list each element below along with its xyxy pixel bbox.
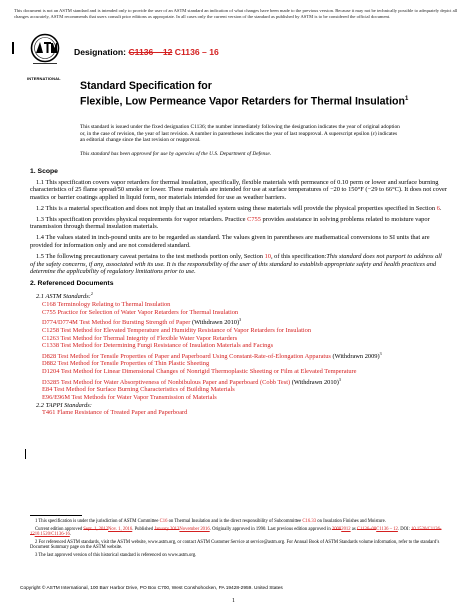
- reference-title[interactable]: Test Method for Thermal Integrity of Flexible Water Vapor Retarders: [59, 334, 238, 342]
- edition-text-e: . DOI:: [397, 526, 412, 532]
- reference-title[interactable]: Test Method for Tensile Properties of Thin Plastic Sheeting: [56, 360, 210, 368]
- reference-withdrawn: (Withdrawn 2010): [190, 319, 240, 327]
- scope-para-5-mid: , of this specification:: [270, 252, 327, 260]
- section-10-link[interactable]: 10: [264, 252, 271, 260]
- scope-para-3: [30, 216, 448, 231]
- doi-old: 10.1520/C1136-12: [30, 526, 442, 538]
- reference-footnote-mark: 3: [379, 350, 382, 356]
- reference-title[interactable]: Test Method for Tensile Properties of Paper and Paperboard Using Constant-Rate-of-Elongation Apparatus: [56, 352, 331, 360]
- reference-item: [30, 301, 448, 309]
- reference-item: [30, 327, 448, 335]
- reference-title[interactable]: Test Method for Bursting Strength of Paper: [77, 319, 191, 327]
- designation: [74, 47, 219, 57]
- reference-item: [30, 335, 448, 343]
- footnote-1-end: on Insulation Finishes and Moisture.: [316, 519, 386, 524]
- scope-para-5: [30, 253, 448, 276]
- reference-title[interactable]: Terminology Relating to Thermal Insulation: [55, 301, 171, 308]
- astm-logo-icon: [30, 33, 60, 75]
- reference-list: [30, 301, 448, 402]
- footnote-edition: [30, 527, 450, 538]
- reference-title[interactable]: Test Method for Surface Burning Characteristics of Building Materials: [52, 386, 235, 394]
- footnote-2: 2 For referenced ASTM standards, visit the ASTM website, www.astm.org, or contact ASTM Customer Service at service@astm.org. For Annual Book of ASTM Standards volume information, refer to the standard’s Document Summary page on the ASTM website.: [30, 539, 440, 551]
- scope-para-3-text: 1.3 This specification provides physical requirements for vapor retarders. Practice: [36, 215, 248, 223]
- reference-code-link[interactable]: E84: [42, 386, 53, 394]
- reference-item: [30, 386, 448, 394]
- footnote-rule: [30, 515, 82, 516]
- designation-new: C1136 – 16: [174, 47, 219, 57]
- prev-designation-new: C1136 – 12: [376, 526, 398, 532]
- reference-footnote-mark: 3: [239, 317, 242, 323]
- footnotes: [30, 519, 450, 561]
- reference-title[interactable]: Test Method for Water Absorptiveness of Nonbibulous Paper and Paperboard (Cobb Test): [59, 378, 291, 386]
- doi-new: 10.1520/C1136-16: [34, 532, 70, 538]
- scope-para-2-end: .: [439, 204, 442, 212]
- scope-para-1: 1.1 This specification covers vapor retarders for thermal insulation, specifically, flexible materials with permeance of 0.10 perm or lower and surface burning characteristics of 25 flame spread/50 smoke or lower. These materials are intended for use at surface temperatures of −20 to 150°F (−29 to 66°C). It does not cover mastics or barrier coatings applied in liquid form, nor materials intended for use as weather barriers.: [30, 178, 447, 201]
- reference-item: [30, 409, 448, 417]
- reference-item: [30, 376, 448, 387]
- reference-code-link[interactable]: D774/D774M: [42, 319, 78, 327]
- reference-code-link[interactable]: D1204: [42, 368, 60, 375]
- tappi-standards-label: 2.2 TAPPI Standards:: [36, 401, 92, 409]
- designation-label: Designation:: [74, 47, 127, 57]
- change-notice: This document is not an ASTM standard and is intended only to provide the user of an ASTM standard an indication of what changes have been made to the previous version. Because it may not be technically possible to adequately depict all changes accurately, ASTM recommends that users consult prior editions as appropriate. In all cases only the current version of the standard as published by ASTM is to be considered the official document.: [14, 8, 458, 19]
- reference-item: [30, 350, 448, 361]
- reference-footnote-mark: 3: [338, 376, 341, 382]
- edition-text-f: .: [69, 532, 71, 538]
- intro-paragraph: This standard is issued under the fixed designation C1136; the number immediately following the designation indicates the year of original adoption or, in the case of revision, the year of last revision. A number in parentheses indicates the year of last reapproval. A superscript epsilon (ε) indicates an editorial change since the last revision or reapproval.: [80, 124, 400, 144]
- reference-title[interactable]: Test Method for Linear Dimensional Changes of Nonrigid Thermoplastic Sheeting or Film at Elevated Temperature: [59, 368, 357, 375]
- footnote-1-text: 1 This specification is under the jurisdiction of ASTM Committee: [35, 519, 160, 524]
- logo-subtitle: INTERNATIONAL: [27, 76, 61, 81]
- reference-code-link[interactable]: D882: [42, 360, 57, 368]
- reference-title[interactable]: Test Method for Elevated Temperature and Humidity Resistance of Vapor Retarders for Insulation: [59, 326, 312, 334]
- published-new: November 2016: [179, 526, 210, 532]
- reference-item: [30, 368, 448, 376]
- edition-new-date: Nov. 1, 2016: [108, 526, 133, 532]
- prev-edition-old: 2008: [331, 526, 342, 532]
- section-6-link[interactable]: 6: [436, 204, 440, 212]
- section-heading-references: 2. Referenced Documents: [30, 279, 114, 287]
- reference-code-link[interactable]: C1263: [42, 334, 60, 342]
- c755-link[interactable]: C755: [247, 215, 261, 223]
- c16-33-link[interactable]: C16.33: [302, 519, 317, 524]
- published-old: January 2013: [154, 526, 180, 532]
- dod-approval-note: This standard has been approved for use by agencies of the U.S. Department of Defense.: [80, 151, 272, 157]
- prev-edition-new: 2012: [341, 526, 351, 532]
- reference-item: [30, 342, 448, 350]
- reference-title[interactable]: Practice for Selection of Water Vapor Retarders for Thermal Insulation: [55, 308, 239, 316]
- prev-designation-old: C1136–08: [356, 526, 377, 532]
- scope-para-5-text: 1.5 The following precautionary caveat pertains to the test methods portion only, Section: [36, 252, 265, 260]
- reference-item: [30, 309, 448, 317]
- reference-withdrawn: (Withdrawn 2010): [290, 378, 339, 386]
- footnote-3: 3 The last approved version of this historical standard is referenced on www.astm.org.: [35, 552, 197, 558]
- reference-title[interactable]: Test Method for Determining Fungi Resistance of Insulation Materials and Facings: [59, 342, 274, 350]
- scope-para-2-text: 1.2 This is a material specification and does not imply that an installed system using these materials will provide the physical properties specified in Section: [36, 204, 437, 212]
- scope-para-4: 1.4 The values stated in inch-pound units are to be regarded as standard. The values given in parentheses are mathematical conversions to SI units that are provided for information only and are not considered standard.: [30, 234, 430, 249]
- change-bar: [12, 42, 14, 54]
- change-bar: [25, 449, 26, 459]
- page-title: [80, 80, 410, 108]
- main-body: [30, 164, 448, 417]
- reference-item: [30, 360, 448, 368]
- section-heading-scope: 1. Scope: [30, 168, 58, 175]
- tappi-reference-list: [30, 409, 448, 417]
- title-line-2: Flexible, Low Permeance Vapor Retarders for Thermal Insulation: [80, 95, 405, 108]
- reference-code-link[interactable]: E96/E96M: [42, 393, 71, 401]
- edition-text-a: Current edition approved: [35, 526, 84, 532]
- edition-text-d: as: [350, 526, 357, 532]
- edition-text-c: . Originally approved in 1990. Last previous edition approved in: [209, 526, 332, 532]
- reference-code-link[interactable]: D3285: [42, 378, 60, 386]
- reference-code-link[interactable]: C1338: [42, 342, 60, 350]
- reference-code-link[interactable]: T461: [42, 409, 56, 417]
- reference-title[interactable]: Test Methods for Water Vapor Transmission of Materials: [70, 393, 217, 401]
- reference-item: [30, 394, 448, 402]
- footnote-1-mid: on Thermal Insulation and is the direct responsibility of Subcommittee: [167, 519, 303, 524]
- astm-standards-sup: 2: [90, 291, 93, 297]
- reference-code-link[interactable]: D828: [42, 352, 57, 360]
- copyright-line: Copyright © ASTM International, 100 Barr Harbor Drive, PO Box C700, West Conshohocken, PA 19428-2959. United States: [20, 586, 283, 591]
- edition-old-date: Sept. 1, 2012: [83, 526, 109, 532]
- c16-link[interactable]: C16: [159, 519, 168, 524]
- astm-standards-text: 2.1 ASTM Standards:: [36, 293, 91, 301]
- footnote-1: [30, 519, 450, 525]
- scope-para-5-caveat: This standard does not purport to address all of the safety concerns, if any, associated with its use. It is the responsibility of the user of this standard to establish appropriate safety and health practices and determine the applicability of regulatory limitations prior to use.: [30, 252, 442, 276]
- reference-title[interactable]: Flame Resistance of Treated Paper and Paperboard: [55, 409, 188, 417]
- scope-para-3-end: provides assistance in solving problems related to moisture vapor transmission through thermal insulation materials.: [30, 215, 430, 231]
- reference-code-link[interactable]: C1258: [42, 326, 60, 334]
- reference-item: [30, 316, 448, 327]
- edition-text-b: . Published: [132, 526, 155, 532]
- designation-old: C1136 – 12: [128, 47, 173, 57]
- title-line-1: Standard Specification for: [80, 80, 212, 92]
- title-footnote-mark: 1: [404, 95, 409, 102]
- astm-standards-label: [36, 290, 448, 301]
- reference-code-link[interactable]: C168: [42, 301, 56, 308]
- scope-para-2: [30, 205, 448, 213]
- page-number: 1: [232, 598, 235, 604]
- reference-code-link[interactable]: C755: [42, 308, 56, 316]
- reference-withdrawn: (Withdrawn 2009): [330, 352, 380, 360]
